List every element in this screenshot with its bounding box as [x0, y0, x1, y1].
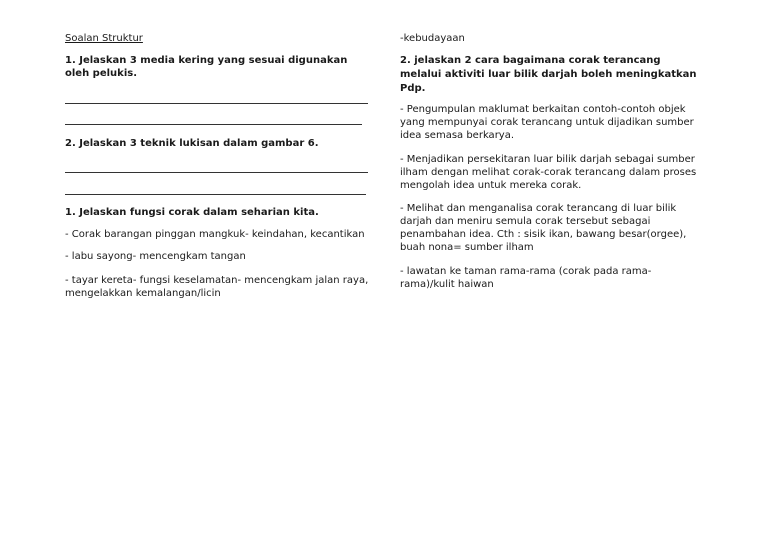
- answer-item: - tayar kereta- fungsi keselamatan- mencengkam jalan raya, mengelakkan kemalangan/licin: [65, 275, 369, 299]
- question-media-kering: 1. Jelaskan 3 media kering yang sesuai digunakan oleh pelukis.: [65, 55, 348, 79]
- answer-item: - Corak barangan pinggan mangkuk- keindahan, kecantikan: [65, 229, 365, 240]
- question-teknik-lukisan: 2. Jelaskan 3 teknik lukisan dalam gambar 6.: [65, 138, 319, 149]
- answer-line: [65, 103, 368, 104]
- question-corak-terancang: 2. jelaskan 2 cara bagaimana corak terancang melalui aktiviti luar bilik darjah boleh meningkatkan Pdp.: [400, 55, 697, 94]
- answer-item: - Pengumpulan maklumat berkaitan contoh-contoh objek yang mempunyai corak terancang untuk dijadikan sumber idea semasa berkarya.: [400, 104, 694, 141]
- answer-line: [65, 172, 368, 173]
- answer-item: - Melihat dan menganalisa corak terancang di luar bilik darjah dan meniru semula corak tersebut sebagai penambahan idea. Cth : sisik ikan, bawang besar(orgee), buah nona= sumber ilham: [400, 203, 687, 253]
- answer-item: - Menjadikan persekitaran luar bilik darjah sebagai sumber ilham dengan melihat corak-corak terancang dalam proses mengolah idea untuk mereka corak.: [400, 154, 697, 191]
- continuation-line: -kebudayaan: [400, 33, 465, 44]
- answer-item: - lawatan ke taman rama-rama (corak pada rama-rama)/kulit haiwan: [400, 266, 652, 290]
- answer-line: [65, 124, 362, 125]
- answer-line: [65, 194, 366, 195]
- answer-item: - labu sayong- mencengkam tangan: [65, 251, 246, 262]
- section-header: Soalan Struktur: [65, 33, 143, 44]
- question-fungsi-corak: 1. Jelaskan fungsi corak dalam seharian kita.: [65, 207, 319, 218]
